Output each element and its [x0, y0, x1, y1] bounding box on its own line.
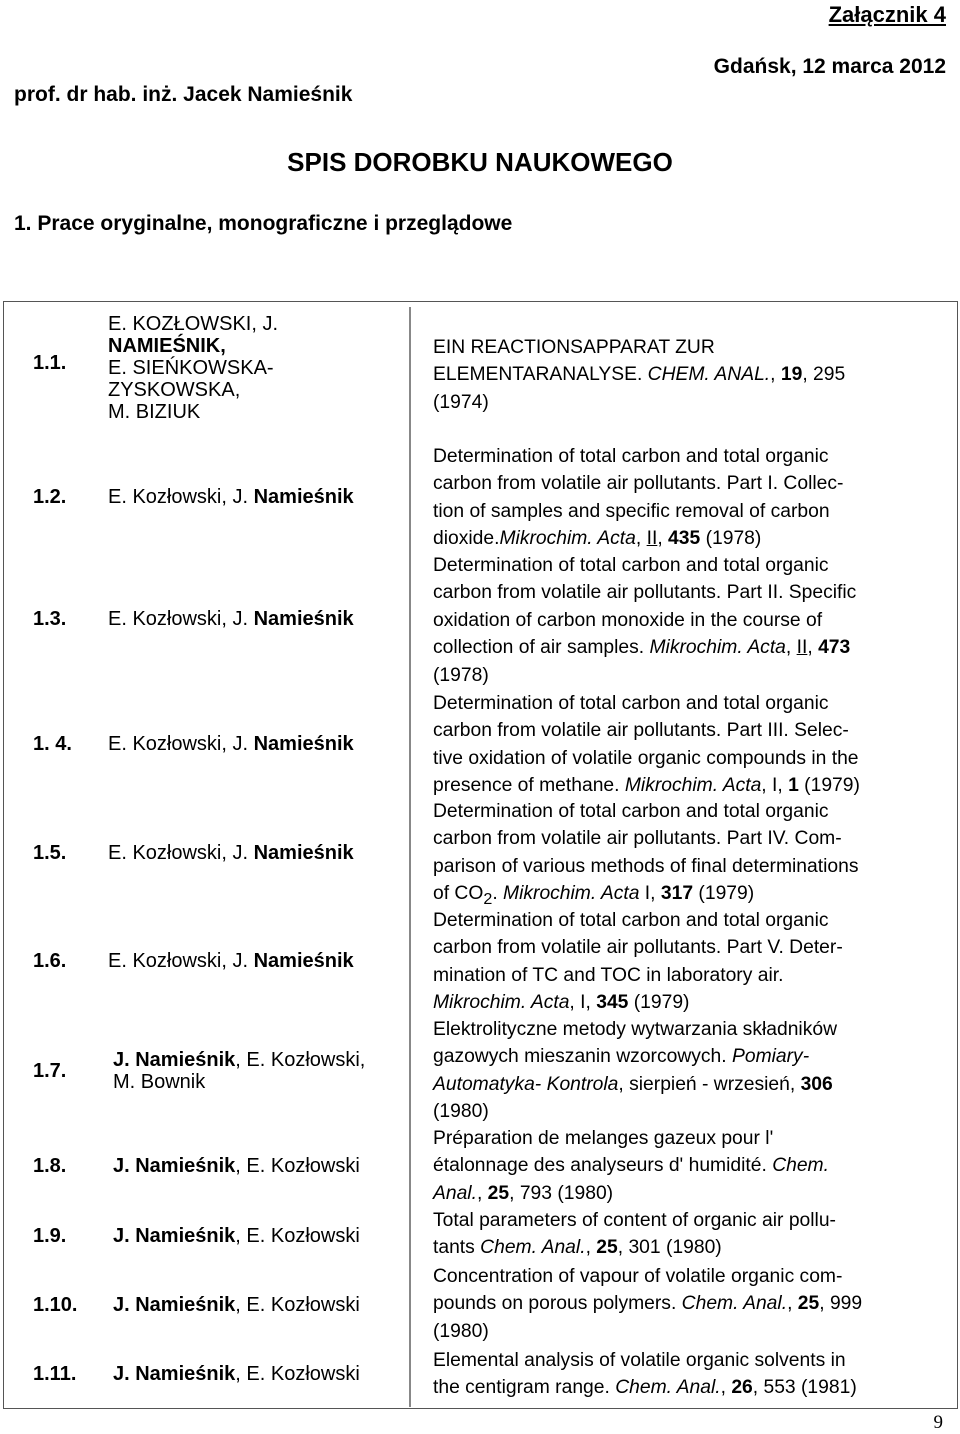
entry-title: Determination of total carbon and total organic carbon from volatile air pollutants. Part I. Collec- tion of samples and specific removal of carbon dioxide.Mikrochim. Acta, II, 435 (1978): [433, 446, 844, 550]
entry-authors: J. Namieśnik, E. Kozłowski, M. Bownik: [113, 1049, 366, 1093]
page-number: 9: [933, 1412, 943, 1433]
entry-title: EIN REACTIONSAPPARAT ZUR ELEMENTARANALYSE. CHEM. ANAL., 19, 295 (1974): [433, 337, 846, 413]
entry-title: Determination of total carbon and total organic carbon from volatile air pollutants. Part III. Selec- tive oxidation of volatile organic compounds in the presence of methane. Mikrochim. Acta, I, 1 (1979): [433, 693, 860, 797]
entry-number: 1.2.: [33, 486, 67, 508]
entry-authors: E. KOZŁOWSKI, J. NAMIEŚNIK, E. SIEŃKOWSKA- ZYSKOWSKA, M. BIZIUK: [108, 313, 279, 423]
entry-authors: J. Namieśnik, E. Kozłowski: [113, 1155, 360, 1177]
entry-authors: E. Kozłowski, J. Namieśnik: [108, 486, 354, 508]
entry-title: Préparation de melanges gazeux pour l' étalonnage des analyseurs d' humidité. Chem. Anal., 25, 793 (1980): [433, 1128, 829, 1204]
entry-title: Determination of total carbon and total organic carbon from volatile air pollutants. Part II. Specific oxidation of carbon monoxide in the course of collection of air samples. Mikrochim. Acta, II, 473 (1978): [433, 555, 857, 686]
entry-title: Determination of total carbon and total organic carbon from volatile air pollutants. Part IV. Com- parison of various methods of final determinations of $CO_2$. Mikrochim. Acta I, 317 (1979): [433, 801, 859, 909]
place-date: Gdańsk, 12 marca 2012: [713, 55, 946, 78]
entry-title: Concentration of vapour of volatile organic com- pounds on porous polymers. Chem. Anal., 25, 999 (1980): [433, 1266, 863, 1342]
attachment-label: Załącznik 4: [828, 2, 946, 27]
entry-authors: J. Namieśnik, E. Kozłowski: [113, 1225, 360, 1247]
entry-number: 1.11.: [33, 1363, 77, 1385]
entry-title: Determination of total carbon and total organic carbon from volatile air pollutants. Part V. Deter- mination of TC and TOC in laboratory air. Mikrochim. Acta, I, 345 (1979): [433, 910, 843, 1014]
entry-number: 1.9.: [33, 1225, 67, 1247]
entry-title: Elemental analysis of volatile organic solvents in the centigram range. Chem. Anal., 26, 553 (1981): [433, 1350, 857, 1399]
table-column-divider: [409, 307, 411, 1407]
entry-authors: J. Namieśnik, E. Kozłowski: [113, 1363, 360, 1385]
entry-authors: J. Namieśnik, E. Kozłowski: [113, 1294, 360, 1316]
section-heading: 1. Prace oryginalne, monograficzne i przeglądowe: [14, 212, 513, 235]
entry-authors: E. Kozłowski, J. Namieśnik: [108, 950, 354, 972]
entry-number: 1.1.: [33, 352, 67, 374]
entry-number: 1.10.: [33, 1294, 78, 1316]
entry-number: 1.7.: [33, 1060, 67, 1082]
entry-authors: E. Kozłowski, J. Namieśnik: [108, 842, 354, 864]
entry-title: Total parameters of content of organic air pollu- tants Chem. Anal., 25, 301 (1980): [433, 1210, 836, 1259]
entry-number: 1.3.: [33, 608, 67, 630]
entry-number: 1. 4.: [33, 733, 72, 755]
page-title: SPIS DOROBKU NAUKOWEGO: [287, 147, 673, 177]
entry-number: 1.6.: [33, 950, 67, 972]
entry-authors: E. Kozłowski, J. Namieśnik: [108, 733, 354, 755]
document-author: prof. dr hab. inż. Jacek Namieśnik: [14, 83, 353, 106]
entry-number: 1.5.: [33, 842, 67, 864]
entry-authors: E. Kozłowski, J. Namieśnik: [108, 608, 354, 630]
entry-title: Elektrolityczne metody wytwarzania składników gazowych mieszanin wzorcowych. Pomiary- Automatyka- Kontrola, sierpień - wrzesień, 306 (1980): [433, 1019, 837, 1123]
entry-number: 1.8.: [33, 1155, 67, 1177]
